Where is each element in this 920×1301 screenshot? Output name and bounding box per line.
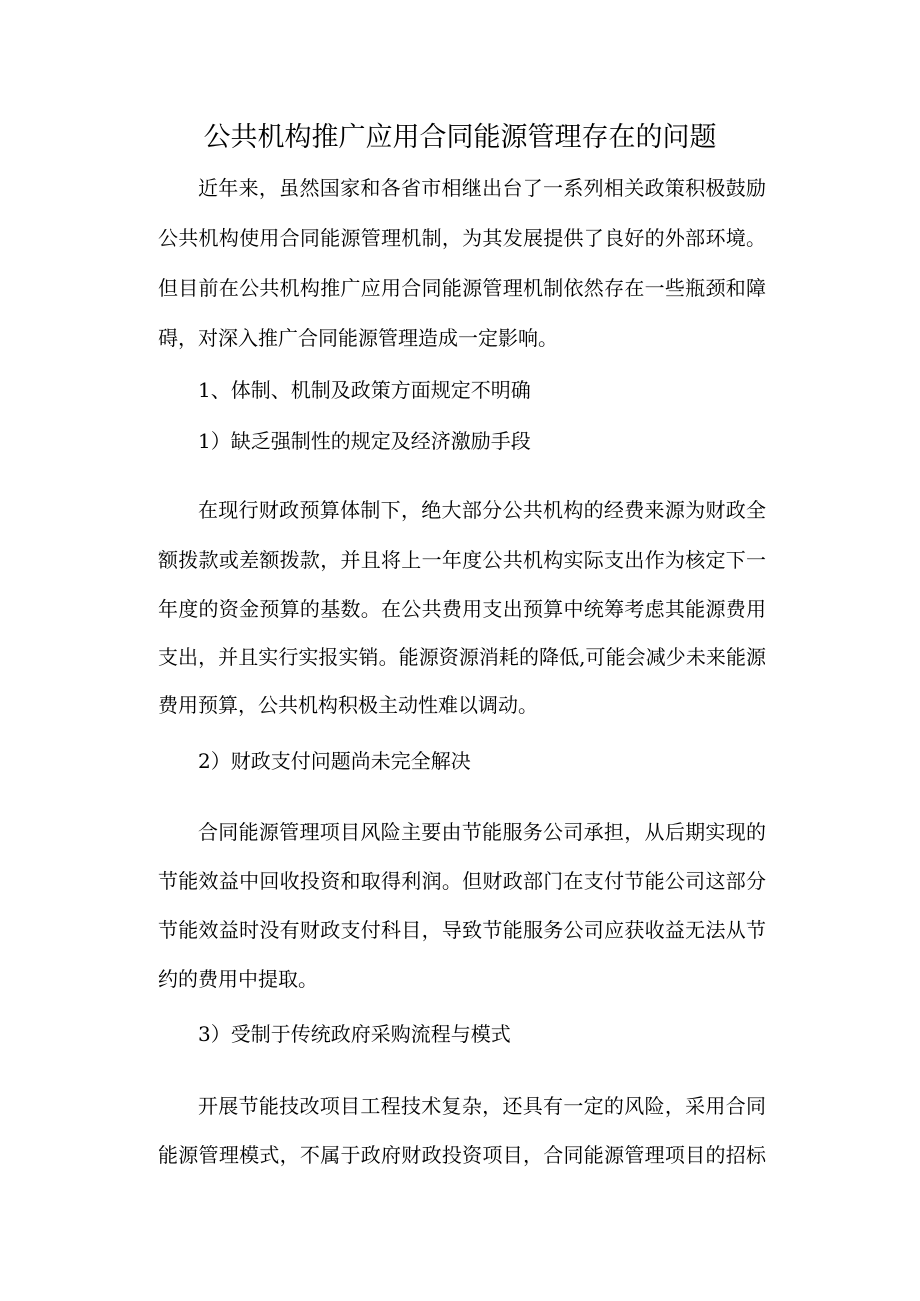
subsection-heading: 1）缺乏强制性的规定及经济激励手段 (198, 429, 531, 453)
paragraph-line: 碍，对深入推广合同能源管理造成一定影响。 (158, 326, 558, 350)
paragraph-line: 公共机构使用合同能源管理机制，为其发展提供了良好的外部环境。 (158, 226, 766, 250)
paragraph-line: 支出，并且实行实报实销。能源资源消耗的降低,可能会减少未来能源 (158, 645, 766, 669)
paragraph-line: 年度的资金预算的基数。在公共费用支出预算中统筹考虑其能源费用 (158, 597, 766, 621)
section-heading: 1、体制、机制及政策方面规定不明确 (198, 378, 531, 402)
paragraph-line: 能源管理模式，不属于政府财政投资项目，合同能源管理项目的招标 (158, 1143, 766, 1167)
subsection-heading: 3）受制于传统政府采购流程与模式 (198, 1022, 511, 1046)
paragraph-line: 在现行财政预算体制下，绝大部分公共机构的经费来源为财政全 (198, 498, 766, 522)
paragraph-line: 开展节能技改项目工程技术复杂，还具有一定的风险，采用合同 (198, 1094, 766, 1118)
paragraph-line: 但目前在公共机构推广应用合同能源管理机制依然存在一些瓶颈和障 (158, 276, 766, 300)
paragraph-line: 近年来，虽然国家和各省市相继出台了一系列相关政策积极鼓励 (198, 176, 766, 200)
page-title: 公共机构推广应用合同能源管理存在的问题 (203, 122, 717, 153)
paragraph-line: 费用预算，公共机构积极主动性难以调动。 (158, 693, 538, 717)
paragraph-line: 节能效益中回收投资和取得利润。但财政部门在支付节能公司这部分 (158, 869, 766, 893)
paragraph-line: 节能效益时没有财政支付科目，导致节能服务公司应获收益无法从节 (158, 918, 766, 942)
subsection-heading: 2）财政支付问题尚未完全解决 (198, 749, 471, 773)
paragraph-line: 额拨款或差额拨款，并且将上一年度公共机构实际支出作为核定下一 (158, 548, 766, 572)
paragraph-line: 约的费用中提取。 (158, 967, 318, 991)
paragraph-line: 合同能源管理项目风险主要由节能服务公司承担，从后期实现的 (198, 820, 766, 844)
